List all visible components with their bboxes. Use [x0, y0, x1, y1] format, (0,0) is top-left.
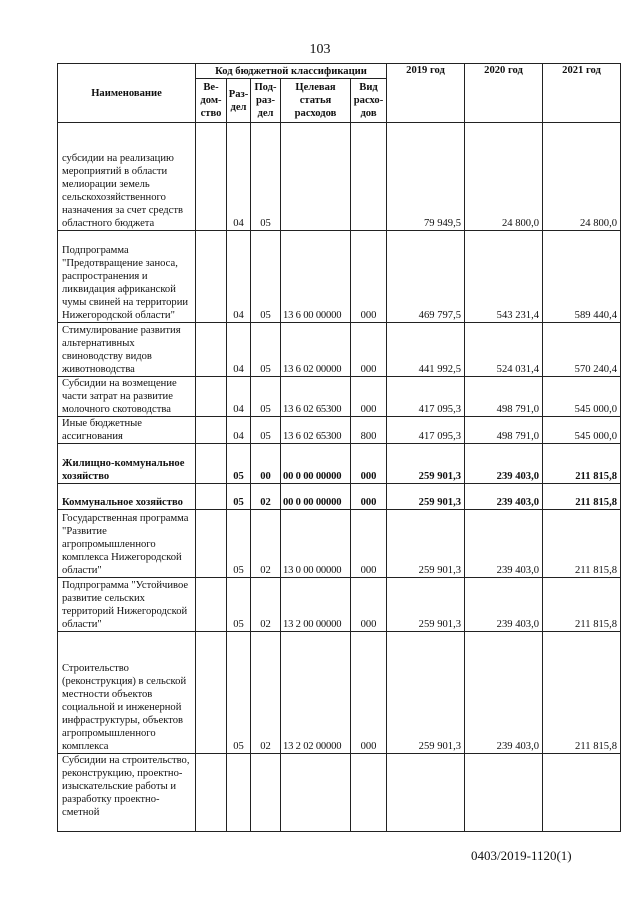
table-row	[58, 377, 621, 417]
row-target-article: 13 6 02 00000	[281, 323, 351, 377]
row-podrazdel: 02	[251, 632, 281, 754]
row-value-2021: 589 440,4	[543, 231, 621, 323]
row-name: Жилищно-коммунальное хозяйство	[58, 444, 196, 484]
row-vedomstvo	[196, 578, 227, 632]
row-target-article	[281, 754, 351, 832]
row-vedomstvo	[196, 323, 227, 377]
header-2020: 2020 год	[465, 64, 543, 123]
row-razdel: 05	[227, 484, 251, 510]
header-classification: Код бюджетной классификации	[196, 64, 387, 79]
row-podrazdel: 02	[251, 484, 281, 510]
table-row	[58, 632, 621, 754]
row-razdel: 05	[227, 444, 251, 484]
row-razdel: 05	[227, 510, 251, 578]
row-target-article: 13 6 00 00000	[281, 231, 351, 323]
row-podrazdel: 00	[251, 444, 281, 484]
row-expense-type: 000	[351, 231, 387, 323]
row-value-2020	[465, 754, 543, 832]
row-expense-type: 000	[351, 484, 387, 510]
row-value-2021: 24 800,0	[543, 123, 621, 231]
row-value-2021	[543, 754, 621, 832]
row-expense-type: 800	[351, 417, 387, 444]
row-value-2020: 239 403,0	[465, 484, 543, 510]
row-podrazdel: 05	[251, 231, 281, 323]
row-podrazdel: 02	[251, 578, 281, 632]
row-name: Подпрограмма "Предотвращение заноса, распространения и ликвидация африканской чумы свиней на территории Нижегородской области"	[58, 231, 196, 323]
row-value-2020: 524 031,4	[465, 323, 543, 377]
row-target-article: 13 0 00 00000	[281, 510, 351, 578]
row-podrazdel: 05	[251, 377, 281, 417]
row-razdel: 04	[227, 323, 251, 377]
table-row	[58, 444, 621, 484]
row-podrazdel: 05	[251, 123, 281, 231]
table-row	[58, 484, 621, 510]
row-name: Строительство (реконструкция) в сельской местности объектов социальной и инженерной инфраструктуры, объектов агропромышленного комплекса	[58, 632, 196, 754]
row-razdel: 05	[227, 632, 251, 754]
row-value-2021: 211 815,8	[543, 484, 621, 510]
row-vedomstvo	[196, 123, 227, 231]
header-target-article: Целевая статья расходов	[281, 79, 351, 123]
row-target-article: 13 6 02 65300	[281, 417, 351, 444]
row-value-2019: 441 992,5	[387, 323, 465, 377]
row-value-2021: 211 815,8	[543, 578, 621, 632]
row-value-2021: 545 000,0	[543, 417, 621, 444]
table-row	[58, 323, 621, 377]
row-value-2021: 211 815,8	[543, 632, 621, 754]
header-2019: 2019 год	[387, 64, 465, 123]
row-name: Иные бюджетные ассигнования	[58, 417, 196, 444]
row-target-article: 13 2 00 00000	[281, 578, 351, 632]
row-value-2020: 24 800,0	[465, 123, 543, 231]
document-code: 0403/2019-1120(1)	[471, 848, 572, 863]
header-podrazdel: Под- раз- дел	[251, 79, 281, 123]
row-value-2019: 79 949,5	[387, 123, 465, 231]
header-name: Наименование	[58, 64, 196, 123]
row-podrazdel	[251, 754, 281, 832]
row-expense-type	[351, 754, 387, 832]
row-razdel: 04	[227, 231, 251, 323]
row-expense-type: 000	[351, 578, 387, 632]
row-name: Государственная программа "Развитие агропромышленного комплекса Нижегородской области"	[58, 510, 196, 578]
row-value-2021: 211 815,8	[543, 444, 621, 484]
row-podrazdel: 05	[251, 323, 281, 377]
row-value-2020: 239 403,0	[465, 632, 543, 754]
row-value-2020: 239 403,0	[465, 510, 543, 578]
row-target-article: 13 2 02 00000	[281, 632, 351, 754]
row-value-2020: 498 791,0	[465, 377, 543, 417]
row-target-article	[281, 123, 351, 231]
table-row	[58, 231, 621, 323]
row-target-article: 13 6 02 65300	[281, 377, 351, 417]
row-value-2020: 239 403,0	[465, 444, 543, 484]
row-target-article: 00 0 00 00000	[281, 484, 351, 510]
table-row	[58, 578, 621, 632]
row-podrazdel: 05	[251, 417, 281, 444]
row-razdel: 05	[227, 578, 251, 632]
header-razdel: Раз- дел	[227, 79, 251, 123]
row-name: Субсидии на строительство, реконструкцию, проектно-изыскательские работы и разработку проектно-сметной	[58, 754, 196, 832]
row-razdel: 04	[227, 417, 251, 444]
row-value-2020: 543 231,4	[465, 231, 543, 323]
table-body	[58, 123, 621, 832]
row-vedomstvo	[196, 484, 227, 510]
row-vedomstvo	[196, 632, 227, 754]
row-value-2019: 259 901,3	[387, 510, 465, 578]
row-value-2019: 259 901,3	[387, 632, 465, 754]
row-expense-type: 000	[351, 632, 387, 754]
row-value-2020: 498 791,0	[465, 417, 543, 444]
table-row	[58, 123, 621, 231]
row-expense-type: 000	[351, 377, 387, 417]
row-name: Стимулирование развития альтернативных свиноводству видов животноводства	[58, 323, 196, 377]
row-razdel	[227, 754, 251, 832]
row-target-article: 00 0 00 00000	[281, 444, 351, 484]
row-value-2019: 469 797,5	[387, 231, 465, 323]
row-value-2021: 545 000,0	[543, 377, 621, 417]
row-name: субсидии на реализацию мероприятий в области мелиорации земель сельскохозяйственного назначения за счет средств областного бюджета	[58, 123, 196, 231]
row-value-2019	[387, 754, 465, 832]
row-vedomstvo	[196, 754, 227, 832]
row-value-2019: 417 095,3	[387, 417, 465, 444]
row-name: Подпрограмма "Устойчивое развитие сельских территорий Нижегородской области"	[58, 578, 196, 632]
row-value-2020: 239 403,0	[465, 578, 543, 632]
row-name: Субсидии на возмещение части затрат на развитие молочного скотоводства	[58, 377, 196, 417]
row-expense-type: 000	[351, 510, 387, 578]
row-razdel: 04	[227, 377, 251, 417]
row-name: Коммунальное хозяйство	[58, 484, 196, 510]
row-expense-type	[351, 123, 387, 231]
header-vedomstvo: Ве- дом- ство	[196, 79, 227, 123]
row-expense-type: 000	[351, 323, 387, 377]
row-vedomstvo	[196, 510, 227, 578]
row-vedomstvo	[196, 377, 227, 417]
header-2021: 2021 год	[543, 64, 621, 123]
table-row	[58, 754, 621, 832]
row-razdel: 04	[227, 123, 251, 231]
table-row	[58, 510, 621, 578]
row-vedomstvo	[196, 231, 227, 323]
row-value-2021: 570 240,4	[543, 323, 621, 377]
row-value-2019: 417 095,3	[387, 377, 465, 417]
row-podrazdel: 02	[251, 510, 281, 578]
row-value-2021: 211 815,8	[543, 510, 621, 578]
row-value-2019: 259 901,3	[387, 484, 465, 510]
row-vedomstvo	[196, 417, 227, 444]
row-expense-type: 000	[351, 444, 387, 484]
budget-table	[57, 63, 621, 832]
row-value-2019: 259 901,3	[387, 444, 465, 484]
header-expense-type: Вид расхо- дов	[351, 79, 387, 123]
row-vedomstvo	[196, 444, 227, 484]
page-number: 103	[309, 42, 331, 57]
row-value-2019: 259 901,3	[387, 578, 465, 632]
table-row	[58, 417, 621, 444]
